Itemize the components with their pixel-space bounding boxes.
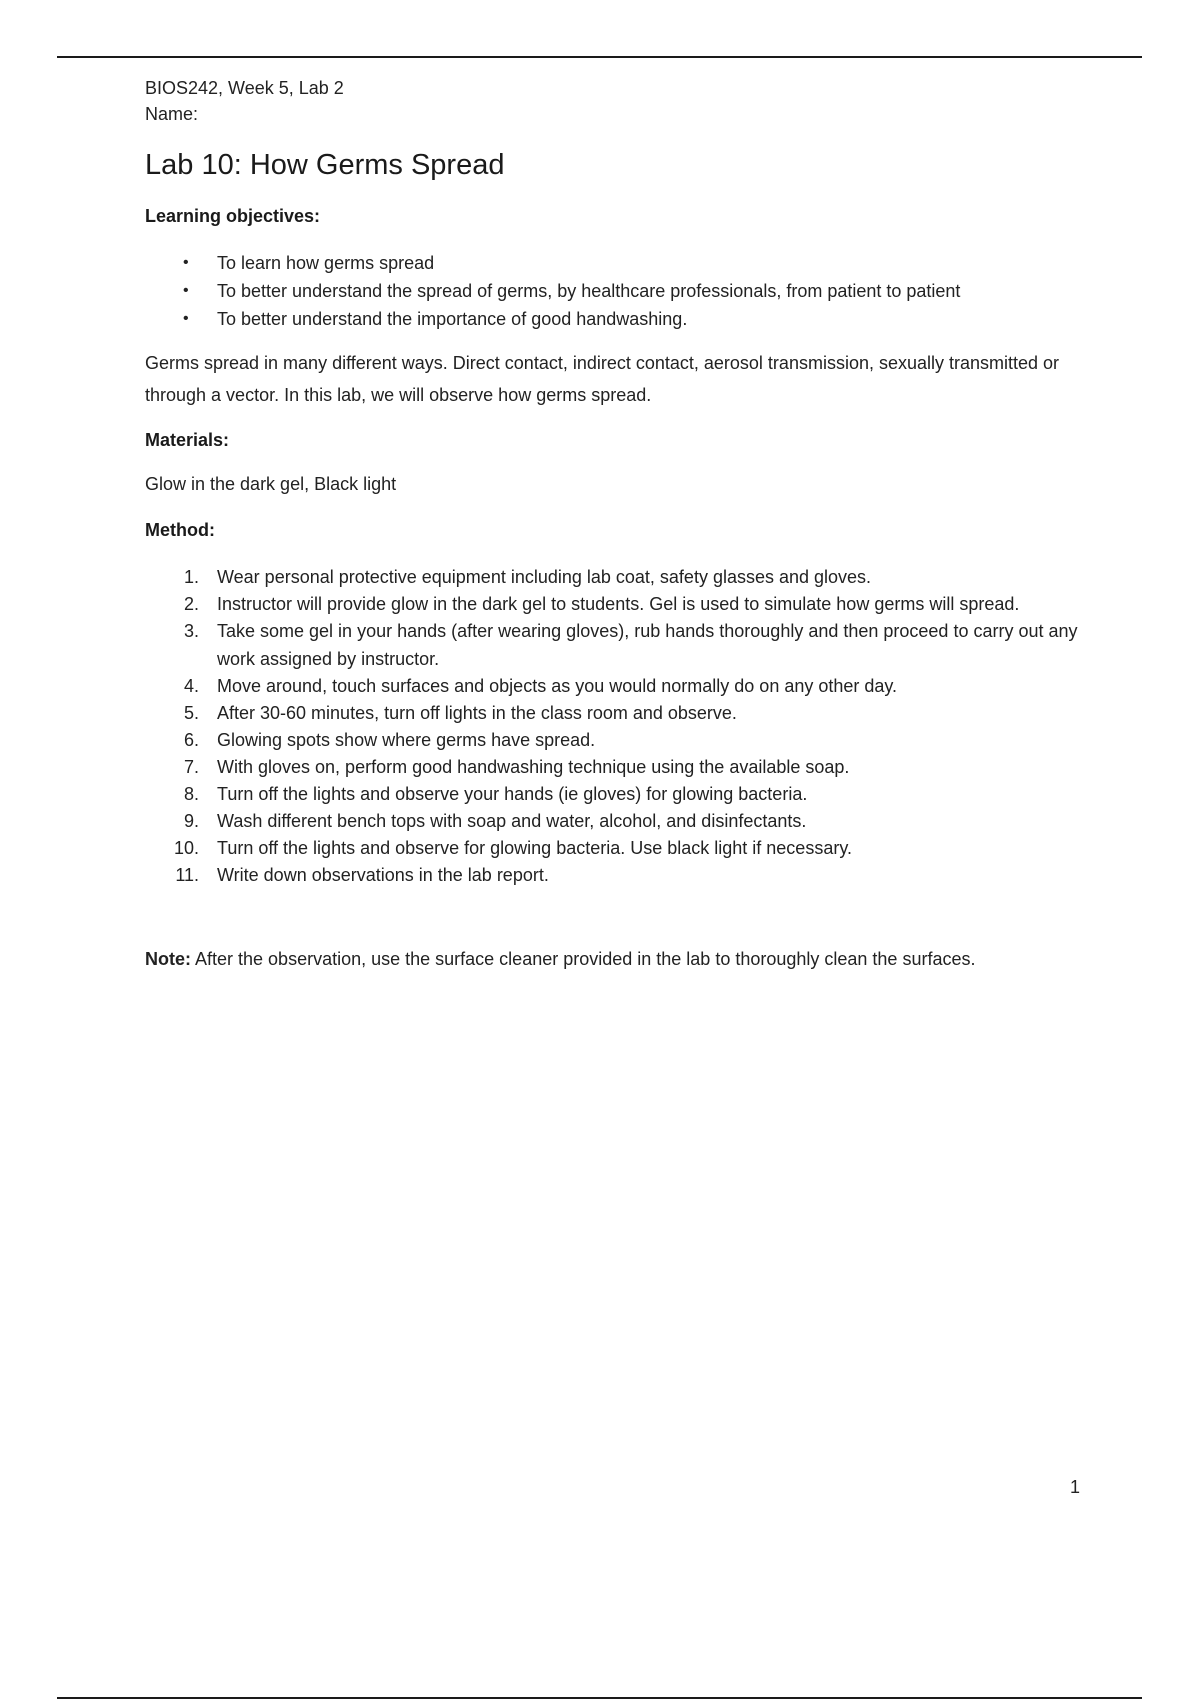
method-steps	[145, 563, 1105, 889]
method-step	[145, 726, 1105, 754]
step-text: After 30-60 minutes, turn off lights in the class room and observe.	[217, 703, 737, 723]
objective-text: To learn how germs spread	[217, 253, 435, 273]
method-step	[145, 834, 1105, 862]
document-body	[145, 75, 1105, 972]
objective-item	[145, 249, 1105, 277]
step-text: Wash different bench tops with soap and water, alcohol, and disinfectants.	[217, 811, 807, 831]
bullet-icon: •	[183, 282, 189, 299]
step-number: 4.	[183, 676, 199, 696]
step-number: 10.	[173, 838, 199, 858]
step-number: 6.	[183, 730, 199, 750]
lab-title: Lab 10: How Germs Spread	[145, 149, 505, 181]
objectives-heading: Learning objectives:	[145, 206, 321, 226]
method-step	[145, 590, 1105, 618]
step-text: Write down observations in the lab report.	[217, 865, 549, 885]
page-number: 1	[1070, 1477, 1081, 1497]
materials-heading: Materials:	[145, 430, 230, 450]
step-text: Take some gel in your hands (after wearing gloves), rub hands thoroughly and then proceed to carry out any work assigned by instructor.	[217, 621, 1078, 669]
note-paragraph	[145, 946, 1105, 972]
intro-paragraph: Germs spread in many different ways. Direct contact, indirect contact, aerosol transmission, sexually transmitted or through a vector. In this lab, we will observe how germs spread.	[145, 353, 1060, 405]
top-rule	[57, 56, 1142, 58]
step-text: With gloves on, perform good handwashing technique using the available soap.	[217, 757, 850, 777]
step-number: 7.	[183, 757, 199, 777]
course-line: BIOS242, Week 5, Lab 2	[145, 78, 344, 98]
method-step	[145, 861, 1105, 889]
method-heading: Method:	[145, 520, 215, 540]
name-line: Name:	[145, 104, 199, 124]
method-step	[145, 753, 1105, 781]
bottom-rule	[57, 1697, 1142, 1699]
objective-item	[145, 305, 1105, 333]
objective-item	[145, 277, 1105, 305]
objective-text: To better understand the importance of good handwashing.	[217, 309, 688, 329]
step-text: Move around, touch surfaces and objects as you would normally do on any other day.	[217, 676, 898, 696]
method-step	[145, 807, 1105, 835]
method-step	[145, 617, 1105, 673]
objective-text: To better understand the spread of germs, by healthcare professionals, from patient to patient	[217, 281, 961, 301]
step-text: Glowing spots show where germs have spread.	[217, 730, 596, 750]
step-number: 8.	[183, 784, 199, 804]
step-number: 5.	[183, 703, 199, 723]
method-step	[145, 563, 1105, 591]
step-text: Turn off the lights and observe your hands (ie gloves) for glowing bacteria.	[217, 784, 808, 804]
bullet-icon: •	[183, 254, 189, 271]
note-text: After the observation, use the surface cleaner provided in the lab to thoroughly clean the surfaces.	[191, 949, 976, 969]
method-step	[145, 699, 1105, 727]
bullet-icon: •	[183, 310, 189, 327]
step-number: 3.	[183, 621, 199, 641]
method-step	[145, 780, 1105, 808]
step-text: Instructor will provide glow in the dark gel to students. Gel is used to simulate how germs will spread.	[217, 594, 1020, 614]
method-step	[145, 672, 1105, 700]
step-number: 9.	[183, 811, 199, 831]
objectives-list	[145, 249, 1105, 333]
step-text: Turn off the lights and observe for glowing bacteria. Use black light if necessary.	[217, 838, 852, 858]
step-text: Wear personal protective equipment including lab coat, safety glasses and gloves.	[217, 567, 872, 587]
step-number: 2.	[183, 594, 199, 614]
step-number: 11.	[175, 865, 199, 885]
materials-text: Glow in the dark gel, Black light	[145, 474, 397, 494]
step-number: 1.	[183, 567, 199, 587]
note-label: Note:	[145, 949, 191, 969]
